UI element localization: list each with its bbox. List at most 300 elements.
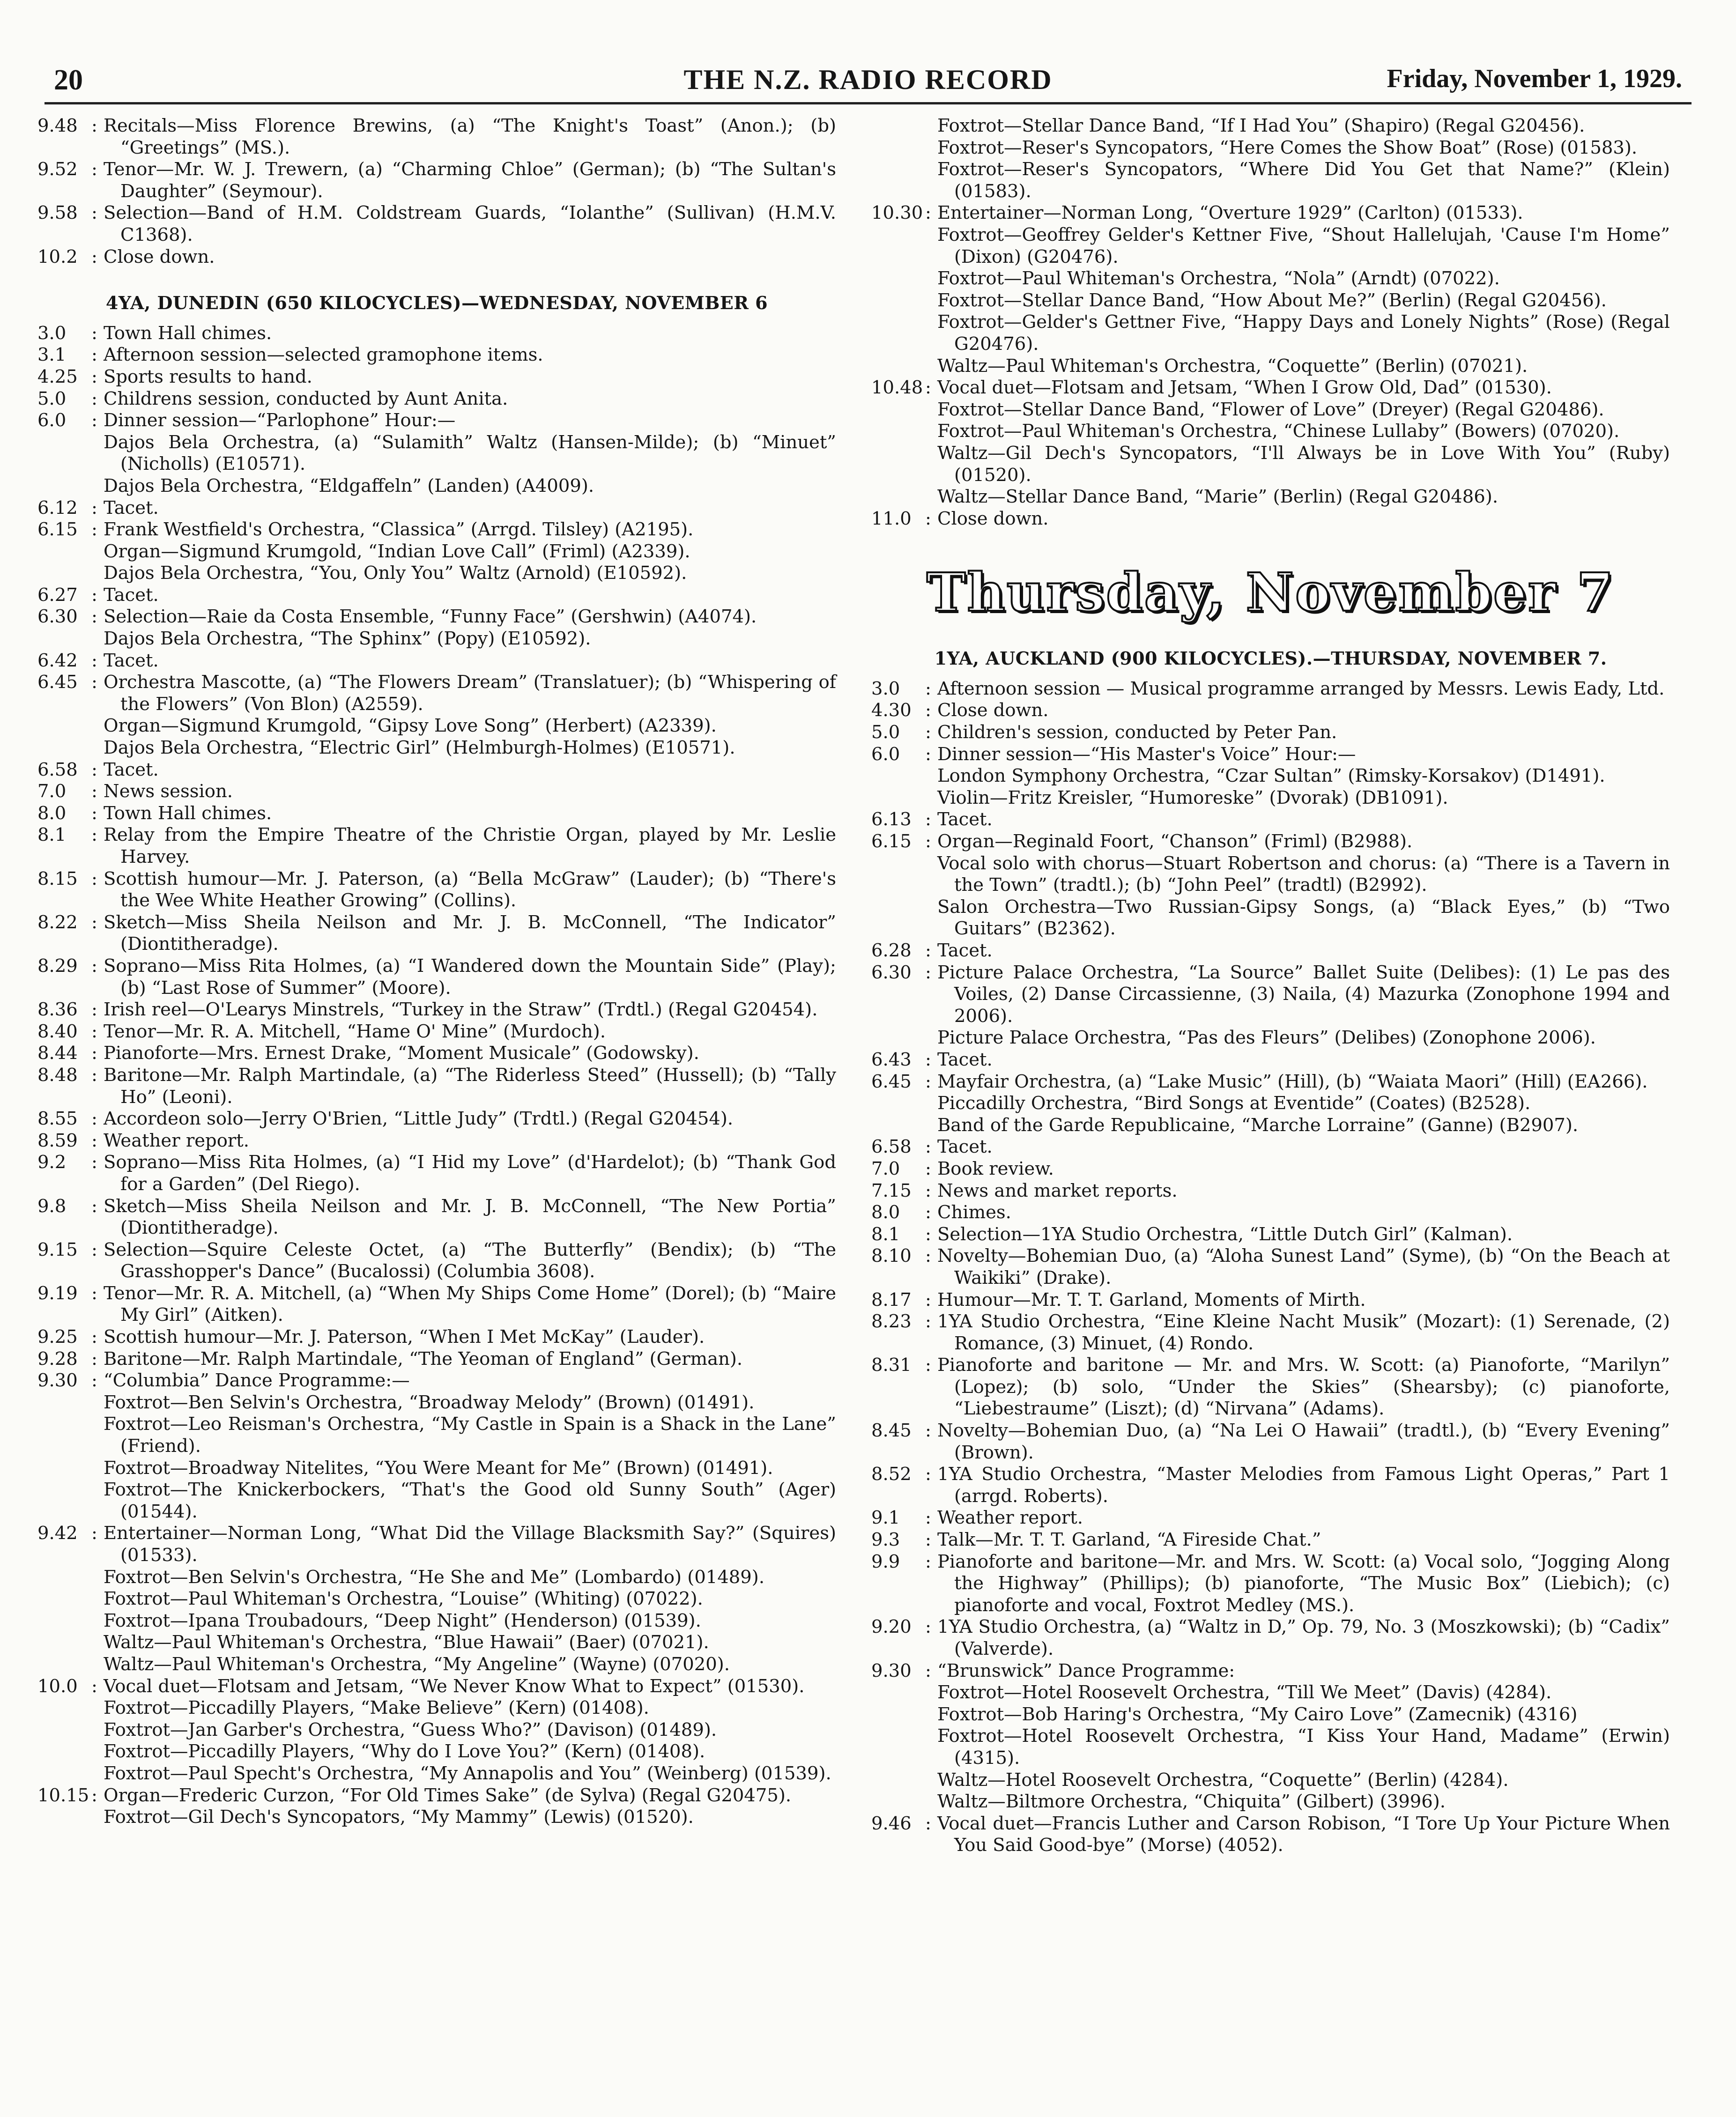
time-separator: : xyxy=(91,1370,97,1392)
time-separator: : xyxy=(91,999,97,1021)
entry-body xyxy=(104,388,836,410)
entry-line: Organ—Reginald Foort, “Chanson” (Friml) (B2988). xyxy=(937,831,1413,852)
entry-body xyxy=(937,1355,1670,1420)
time-separator: : xyxy=(925,940,931,961)
entry-body xyxy=(104,1326,836,1348)
entry-line: Entertainer—Norman Long, “Overture 1929” (Carlton) (01533). xyxy=(937,202,1523,224)
entry-body xyxy=(104,803,836,825)
entry-time: 8.15 xyxy=(37,868,78,889)
time-separator: : xyxy=(91,672,97,693)
time-separator: : xyxy=(925,700,931,721)
entry-body xyxy=(104,1130,836,1152)
entry-line: Tacet. xyxy=(937,940,993,961)
program-entry xyxy=(871,809,1670,831)
entry-time: 9.9 xyxy=(871,1551,900,1572)
time-separator: : xyxy=(91,246,97,267)
entry-time: 8.17 xyxy=(871,1289,912,1310)
program-entry xyxy=(871,1311,1670,1355)
entry-time: 11.0 xyxy=(871,508,912,529)
program-entry xyxy=(871,1158,1670,1180)
entry-body xyxy=(937,1420,1670,1464)
entry-line: Organ—Sigmund Krumgold, “Indian Love Call” (Friml) (A2339). xyxy=(104,540,690,562)
entry-time: 8.29 xyxy=(37,955,78,977)
program-entry xyxy=(871,1660,1670,1813)
entry-line: Vocal solo with chorus—Stuart Robertson and chorus: (a) “There is a Tavern in the Town” (tradtl.); (b) “John Peel” (tradtl) (B2992). xyxy=(937,852,1670,896)
program-entry xyxy=(871,678,1670,700)
entry-line: Pianoforte—Mrs. Ernest Drake, “Moment Musicale” (Godowsky). xyxy=(104,1043,699,1064)
entry-body xyxy=(104,1152,836,1195)
program-entry xyxy=(871,1245,1670,1289)
entry-line: Entertainer—Norman Long, “What Did the Village Blacksmith Say?” (Squires) (01533). xyxy=(104,1523,836,1566)
entry-body xyxy=(104,1523,836,1675)
program-entry xyxy=(37,1785,836,1828)
entry-body xyxy=(104,410,836,497)
entry-time: 8.10 xyxy=(871,1245,912,1267)
entry-time: 7.0 xyxy=(37,781,67,802)
program-entry xyxy=(37,202,836,246)
time-separator: : xyxy=(91,584,97,606)
entry-line: Dajos Bela Orchestra, “You, Only You” Waltz (Arnold) (E10592). xyxy=(104,563,687,584)
entry-time: 3.0 xyxy=(37,322,67,344)
time-separator: : xyxy=(91,1195,97,1217)
time-separator: : xyxy=(91,519,97,540)
program-entry xyxy=(871,1507,1670,1529)
program-entry xyxy=(871,1071,1670,1137)
entry-line: Afternoon session—selected gramophone items. xyxy=(104,344,543,366)
program-entry xyxy=(871,1136,1670,1158)
entry-time: 6.0 xyxy=(37,410,67,431)
time-separator: : xyxy=(925,1813,931,1834)
time-separator: : xyxy=(91,650,97,671)
entry-body xyxy=(937,1529,1670,1551)
entry-time: 6.15 xyxy=(871,831,912,852)
program-entry xyxy=(37,388,836,410)
program-entry xyxy=(871,940,1670,962)
entry-line: Dinner session—“Parlophone” Hour:— xyxy=(104,410,456,431)
program-entry xyxy=(871,1616,1670,1660)
time-separator: : xyxy=(925,1616,931,1638)
time-separator: : xyxy=(91,1675,97,1697)
entry-line: News session. xyxy=(104,781,233,802)
program-entry xyxy=(37,672,836,759)
entry-line: Dajos Bela Orchestra, “Eldgaffeln” (Landen) (A4009). xyxy=(104,475,594,496)
entry-body xyxy=(104,1785,836,1828)
entry-line: Tacet. xyxy=(104,759,159,780)
entry-line: Childrens session, conducted by Aunt Anita. xyxy=(104,388,508,409)
program-entry xyxy=(37,497,836,519)
entry-time: 6.0 xyxy=(871,743,900,765)
entry-body xyxy=(937,1660,1670,1813)
header-rule xyxy=(45,102,1691,104)
entry-body xyxy=(104,115,836,159)
time-separator: : xyxy=(91,1130,97,1151)
entry-time: 8.45 xyxy=(871,1420,912,1442)
program-entry xyxy=(37,115,836,159)
entry-line: Weather report. xyxy=(937,1507,1083,1529)
entry-line: Frank Westfield's Orchestra, “Classica” (Arrgd. Tilsley) (A2195). xyxy=(104,519,694,540)
entry-line: Sketch—Miss Sheila Neilson and Mr. J. B. McConnell, “The Indicator” (Diontitheradge). xyxy=(104,911,836,955)
program-entry xyxy=(37,912,836,955)
entry-time: 3.1 xyxy=(37,344,67,366)
entry-line: Tacet. xyxy=(937,1136,993,1158)
time-separator: : xyxy=(91,1784,97,1806)
entry-line: Close down. xyxy=(104,246,215,267)
entry-body xyxy=(937,1507,1670,1529)
entry-time: 10.30 xyxy=(871,202,923,224)
entry-line: Waltz—Stellar Dance Band, “Marie” (Berlin) (Regal G20486). xyxy=(937,486,1499,508)
entry-line: Children's session, conducted by Peter Pan. xyxy=(937,722,1337,743)
entry-time: 4.25 xyxy=(37,366,78,387)
time-separator: : xyxy=(925,1311,931,1332)
entry-time: 4.30 xyxy=(871,700,912,721)
entry-line: Band of the Garde Republicaine, “Marche Lorraine” (Ganne) (B2907). xyxy=(937,1114,1579,1136)
entry-line: Novelty—Bohemian Duo, (a) “Aloha Sunest Land” (Syme), (b) “On the Beach at Waikiki” (Drake). xyxy=(937,1245,1670,1288)
time-separator: : xyxy=(91,868,97,889)
time-separator: : xyxy=(925,1158,931,1179)
entry-line: Pianoforte and baritone—Mr. and Mrs. W. Scott: (a) Vocal solo, “Jogging Along the Highway” (Phillips); (b) pianoforte, “The Music Box” (Liebich); (c) pianoforte and vocal, Foxtrot Medley (MS.). xyxy=(937,1551,1670,1616)
program-entry xyxy=(37,410,836,497)
entry-body xyxy=(104,912,836,955)
entry-body xyxy=(104,672,836,759)
entry-time: 6.30 xyxy=(871,962,912,983)
entry-time: 8.0 xyxy=(37,802,67,824)
entry-line: Dajos Bela Orchestra, “Electric Girl” (Helmburgh-Holmes) (E10571). xyxy=(104,737,735,759)
entry-line: 1YA Studio Orchestra, “Master Melodies from Famous Light Operas,” Part 1 (arrgd. Roberts). xyxy=(937,1464,1670,1507)
time-separator: : xyxy=(91,606,97,628)
continuation-line: Foxtrot—Reser's Syncopators, “Here Comes the Show Boat” (Rose) (01583). xyxy=(937,137,1638,158)
time-separator: : xyxy=(91,1348,97,1369)
program-entry xyxy=(37,803,836,825)
entry-time: 6.45 xyxy=(871,1071,912,1092)
time-separator: : xyxy=(925,1420,931,1442)
program-entry xyxy=(37,955,836,999)
entry-line: Tenor—Mr. R. A. Mitchell, “Hame O' Mine” (Murdoch). xyxy=(104,1021,606,1042)
entry-line: News and market reports. xyxy=(937,1180,1178,1201)
entry-line: Book review. xyxy=(937,1158,1054,1179)
entry-body xyxy=(104,202,836,246)
entry-time: 8.40 xyxy=(37,1021,78,1042)
entry-time: 9.58 xyxy=(37,202,78,224)
entry-body xyxy=(937,678,1670,700)
day-title: Thursday, November 7 xyxy=(927,562,1615,624)
program-entry xyxy=(37,759,836,781)
time-separator: : xyxy=(91,955,97,977)
program-entry xyxy=(37,1370,836,1523)
program-entry xyxy=(871,1180,1670,1202)
entry-line: Foxtrot—Piccadilly Players, “Why do I Love You?” (Kern) (01408). xyxy=(104,1741,705,1762)
time-separator: : xyxy=(91,824,97,846)
entry-line: Novelty—Bohemian Duo, (a) “Na Lei O Hawaii” (tradtl.), (b) “Every Evening” (Brown). xyxy=(937,1420,1670,1463)
program-entry xyxy=(871,1420,1670,1464)
entry-body xyxy=(104,1676,836,1785)
entry-body xyxy=(937,1180,1670,1202)
entry-body xyxy=(937,962,1670,1049)
entry-time: 8.52 xyxy=(871,1464,912,1485)
entry-line: Foxtrot—Hotel Roosevelt Orchestra, “I Kiss Your Hand, Madame” (Erwin) (4315). xyxy=(937,1725,1670,1769)
program-entry xyxy=(871,1049,1670,1071)
entry-body xyxy=(937,1224,1670,1246)
entry-line: Selection—Squire Celeste Octet, (a) “The Butterfly” (Bendix); (b) “The Grasshopper's Dance” (Bucalossi) (Columbia 3608). xyxy=(104,1239,836,1282)
entry-time: 9.30 xyxy=(871,1660,912,1681)
entry-time: 9.19 xyxy=(37,1282,78,1304)
time-separator: : xyxy=(91,1108,97,1130)
time-separator: : xyxy=(91,1239,97,1260)
station-heading-4ya: 4YA, DUNEDIN (650 KILOCYCLES)—WEDNESDAY, NOVEMBER 6 xyxy=(105,292,768,314)
left-top-entries xyxy=(37,115,836,268)
program-entry xyxy=(871,831,1670,940)
entry-body xyxy=(104,246,836,268)
entry-body xyxy=(104,1196,836,1239)
entry-body xyxy=(937,940,1670,962)
entry-body xyxy=(104,1065,836,1108)
entry-line: Town Hall chimes. xyxy=(104,802,272,824)
entry-body xyxy=(937,1616,1670,1660)
time-separator: : xyxy=(925,1464,931,1485)
time-separator: : xyxy=(925,1551,931,1572)
program-entry xyxy=(37,1130,836,1152)
entry-line: Waltz—Biltmore Orchestra, “Chiquita” (Gilbert) (3996). xyxy=(937,1791,1446,1813)
program-entry xyxy=(37,1676,836,1785)
entry-body xyxy=(937,1049,1670,1071)
entry-line: Foxtrot—Stellar Dance Band, “Flower of Love” (Dreyer) (Regal G20486). xyxy=(937,399,1604,420)
time-separator: : xyxy=(925,831,931,852)
entry-body xyxy=(937,377,1670,508)
program-entry xyxy=(871,1529,1670,1551)
program-entry xyxy=(871,1202,1670,1224)
program-entry xyxy=(871,508,1670,530)
entry-line: Tenor—Mr. W. J. Trewern, (a) “Charming Chloe” (German); (b) “The Sultan's Daughter” (Seymour). xyxy=(104,159,836,202)
entry-body xyxy=(104,759,836,781)
entry-body xyxy=(104,1348,836,1370)
right-column xyxy=(871,115,1670,1857)
left-column xyxy=(37,115,836,1828)
entry-body xyxy=(937,1202,1670,1224)
entry-time: 8.48 xyxy=(37,1064,78,1086)
entry-line: “Columbia” Dance Programme:— xyxy=(104,1370,410,1392)
entry-line: Foxtrot—Gelder's Gettner Five, “Happy Days and Lonely Nights” (Rose) (Regal G20476). xyxy=(937,311,1670,355)
entry-time: 8.1 xyxy=(871,1223,900,1245)
entry-body xyxy=(104,366,836,388)
entry-line: Waltz—Hotel Roosevelt Orchestra, “Coquette” (Berlin) (4284). xyxy=(937,1769,1509,1791)
entry-time: 9.3 xyxy=(871,1529,900,1551)
program-entry xyxy=(871,1813,1670,1857)
program-entry xyxy=(871,1224,1670,1246)
entry-line: Selection—Band of H.M. Coldstream Guards, “Iolanthe” (Sullivan) (H.M.V. C1368). xyxy=(104,202,836,245)
entry-time: 6.30 xyxy=(37,606,78,628)
entry-time: 10.15 xyxy=(37,1784,89,1806)
time-separator: : xyxy=(925,508,931,529)
entry-time: 6.58 xyxy=(37,759,78,780)
entry-body xyxy=(104,1021,836,1043)
entry-line: Picture Palace Orchestra, “Pas des Fleurs” (Delibes) (Zonophone 2006). xyxy=(937,1027,1596,1049)
program-entry xyxy=(37,159,836,202)
entry-time: 8.36 xyxy=(37,999,78,1021)
time-separator: : xyxy=(925,1245,931,1267)
entry-line: Selection—1YA Studio Orchestra, “Little Dutch Girl” (Kalman). xyxy=(937,1223,1513,1245)
program-entry xyxy=(871,722,1670,744)
time-separator: : xyxy=(91,202,97,224)
entry-body xyxy=(104,824,836,868)
entry-time: 9.46 xyxy=(871,1813,912,1834)
entry-line: Foxtrot—Stellar Dance Band, “How About Me?” (Berlin) (Regal G20456). xyxy=(937,289,1607,311)
entry-line: Waltz—Paul Whiteman's Orchestra, “Blue Hawaii” (Baer) (07021). xyxy=(104,1632,709,1653)
entry-time: 9.28 xyxy=(37,1348,78,1369)
time-separator: : xyxy=(91,159,97,180)
time-separator: : xyxy=(91,1021,97,1042)
entry-line: Organ—Frederic Curzon, “For Old Times Sake” (de Sylva) (Regal G20475). xyxy=(104,1784,792,1806)
entry-line: Waltz—Paul Whiteman's Orchestra, “Coquette” (Berlin) (07021). xyxy=(937,355,1528,377)
time-separator: : xyxy=(91,115,97,136)
program-entry xyxy=(37,1523,836,1675)
entry-body xyxy=(104,868,836,912)
program-entry xyxy=(37,1065,836,1108)
entry-line: Afternoon session — Musical programme arranged by Messrs. Lewis Eady, Ltd. xyxy=(937,678,1665,699)
entry-body xyxy=(937,700,1670,722)
time-separator: : xyxy=(925,962,931,983)
entry-line: Vocal duet—Flotsam and Jetsam, “When I Grow Old, Dad” (01530). xyxy=(937,377,1552,399)
entry-body xyxy=(937,744,1670,809)
entry-time: 8.59 xyxy=(37,1130,78,1151)
entry-body xyxy=(937,1245,1670,1289)
time-separator: : xyxy=(91,759,97,780)
program-entry xyxy=(37,246,836,268)
entry-line: Foxtrot—Piccadilly Players, “Make Believe” (Kern) (01408). xyxy=(104,1697,649,1719)
time-separator: : xyxy=(91,1523,97,1544)
entry-line: London Symphony Orchestra, “Czar Sultan” (Rimsky-Korsakov) (D1491). xyxy=(937,765,1605,787)
entry-line: Foxtrot—Jan Garber's Orchestra, “Guess Who?” (Davison) (01489). xyxy=(104,1719,717,1740)
entry-body xyxy=(937,1289,1670,1311)
entry-line: Foxtrot—Ben Selvin's Orchestra, “He She and Me” (Lombardo) (01489). xyxy=(104,1566,765,1588)
time-separator: : xyxy=(925,377,931,399)
entry-time: 6.12 xyxy=(37,497,78,518)
entry-body xyxy=(104,781,836,803)
entry-body xyxy=(937,508,1670,530)
entry-line: Foxtrot—Gil Dech's Syncopators, “My Mammy” (Lewis) (01520). xyxy=(104,1806,694,1828)
program-entry xyxy=(37,323,836,345)
program-entry xyxy=(37,606,836,650)
entry-line: Chimes. xyxy=(937,1202,1011,1223)
time-separator: : xyxy=(925,1071,931,1092)
entry-line: Weather report. xyxy=(104,1130,249,1151)
program-entry xyxy=(37,650,836,672)
entry-line: Recitals—Miss Florence Brewins, (a) “The Knight's Toast” (Anon.); (b) “Greetings” (MS.). xyxy=(104,115,836,158)
entry-line: Dinner session—“His Master's Voice” Hour:— xyxy=(937,743,1356,765)
entry-line: Pianoforte and baritone — Mr. and Mrs. W. Scott: (a) Pianoforte, “Marilyn” (Lopez); (b) solo, “Under the Skies” (Shearsby); (c) pianoforte, “Liebestraume” (Liszt); (d) “Nirvana” (Adams). xyxy=(937,1355,1670,1420)
time-separator: : xyxy=(91,1282,97,1304)
program-entry xyxy=(871,962,1670,1049)
entry-line: Organ—Sigmund Krumgold, “Gipsy Love Song” (Herbert) (A2339). xyxy=(104,715,717,737)
entry-time: 9.8 xyxy=(37,1195,67,1217)
page-number: 20 xyxy=(54,64,83,96)
time-separator: : xyxy=(925,678,931,699)
program-entry xyxy=(37,999,836,1021)
entry-line: Irish reel—O'Learys Minstrels, “Turkey in the Straw” (Trdtl.) (Regal G20454). xyxy=(104,999,818,1021)
entry-line: Picture Palace Orchestra, “La Source” Ballet Suite (Delibes): (1) Le pas des Voiles, (2) Danse Circassienne, (3) Naila, (4) Mazurka (Zonophone 1994 and 2006). xyxy=(937,962,1670,1027)
entry-line: Baritone—Mr. Ralph Martindale, (a) “The Riderless Steed” (Hussell); (b) “Tally Ho” (Leoni). xyxy=(104,1064,836,1108)
program-entry xyxy=(37,824,836,868)
program-entry xyxy=(37,1283,836,1326)
entry-line: Tacet. xyxy=(937,1049,993,1070)
entry-line: Sketch—Miss Sheila Neilson and Mr. J. B. McConnell, “The New Portia” (Diontitheradge). xyxy=(104,1195,836,1239)
entry-line: Vocal duet—Francis Luther and Carson Robison, “I Tore Up Your Picture When You Said Good-bye” (Morse) (4052). xyxy=(937,1813,1670,1856)
entry-time: 9.15 xyxy=(37,1239,78,1260)
entry-body xyxy=(937,831,1670,940)
entry-time: 9.2 xyxy=(37,1152,67,1173)
entry-time: 10.2 xyxy=(37,246,78,267)
time-separator: : xyxy=(925,722,931,743)
time-separator: : xyxy=(91,344,97,366)
program-entry xyxy=(37,868,836,912)
entry-time: 8.31 xyxy=(871,1355,912,1376)
entry-line: Soprano—Miss Rita Holmes, (a) “I Wandered down the Mountain Side” (Play); (b) “Last Rose of Summer” (Moore). xyxy=(104,955,836,999)
entry-line: Waltz—Paul Whiteman's Orchestra, “My Angeline” (Wayne) (07020). xyxy=(104,1653,730,1675)
time-separator: : xyxy=(91,1152,97,1173)
entry-time: 6.45 xyxy=(37,672,78,693)
entry-time: 6.42 xyxy=(37,650,78,671)
time-separator: : xyxy=(925,1223,931,1245)
time-separator: : xyxy=(925,1507,931,1529)
right-main-entries xyxy=(871,678,1670,1857)
time-separator: : xyxy=(91,802,97,824)
entry-line: Talk—Mr. T. T. Garland, “A Fireside Chat.” xyxy=(937,1529,1321,1551)
right-top-entries xyxy=(871,202,1670,530)
entry-body xyxy=(937,809,1670,831)
left-main-entries xyxy=(37,323,836,1828)
entry-time: 5.0 xyxy=(871,722,900,743)
entry-line: Foxtrot—Broadway Nitelites, “You Were Meant for Me” (Brown) (01491). xyxy=(104,1457,773,1479)
entry-line: Piccadilly Orchestra, “Bird Songs at Eventide” (Coates) (B2528). xyxy=(937,1093,1531,1114)
entry-line: Selection—Raie da Costa Ensemble, “Funny Face” (Gershwin) (A4074). xyxy=(104,606,757,628)
entry-body xyxy=(104,955,836,999)
entry-body xyxy=(937,1071,1670,1137)
time-separator: : xyxy=(925,1180,931,1201)
entry-line: Baritone—Mr. Ralph Martindale, “The Yeoman of England” (German). xyxy=(104,1348,743,1369)
program-entry xyxy=(871,202,1670,377)
entry-line: Foxtrot—Paul Whiteman's Orchestra, “Louise” (Whiting) (07022). xyxy=(104,1588,703,1610)
program-entry xyxy=(871,1464,1670,1507)
program-entry xyxy=(37,344,836,366)
time-separator: : xyxy=(925,1049,931,1070)
entry-time: 10.0 xyxy=(37,1675,78,1697)
entry-line: Scottish humour—Mr. J. Paterson, “When I Met McKay” (Lauder). xyxy=(104,1326,705,1348)
entry-time: 9.52 xyxy=(37,159,78,180)
station-heading-1ya: 1YA, AUCKLAND (900 KILOCYCLES).—THURSDAY, NOVEMBER 7. xyxy=(934,648,1607,669)
entry-body xyxy=(937,1551,1670,1617)
entry-line: Sports results to hand. xyxy=(104,366,312,387)
time-separator: : xyxy=(91,497,97,518)
time-separator: : xyxy=(925,743,931,765)
entry-body xyxy=(104,519,836,585)
entry-line: Tacet. xyxy=(104,497,159,518)
program-entry xyxy=(37,781,836,803)
entry-body xyxy=(104,1283,836,1326)
entry-line: Close down. xyxy=(937,700,1049,721)
time-separator: : xyxy=(91,366,97,387)
entry-time: 6.15 xyxy=(37,519,78,540)
program-entry xyxy=(871,700,1670,722)
entry-line: Orchestra Mascotte, (a) “The Flowers Dream” (Translatuer); (b) “Whispering of the Flowers” (Von Blon) (A2559). xyxy=(104,672,836,715)
program-entry xyxy=(871,377,1670,508)
entry-body xyxy=(104,497,836,519)
entry-body xyxy=(104,344,836,366)
time-separator: : xyxy=(925,1660,931,1681)
time-separator: : xyxy=(925,202,931,224)
entry-body xyxy=(104,606,836,650)
entry-time: 6.28 xyxy=(871,940,912,961)
entry-time: 5.0 xyxy=(37,388,67,409)
program-entry xyxy=(37,1348,836,1370)
program-entry xyxy=(37,1152,836,1195)
